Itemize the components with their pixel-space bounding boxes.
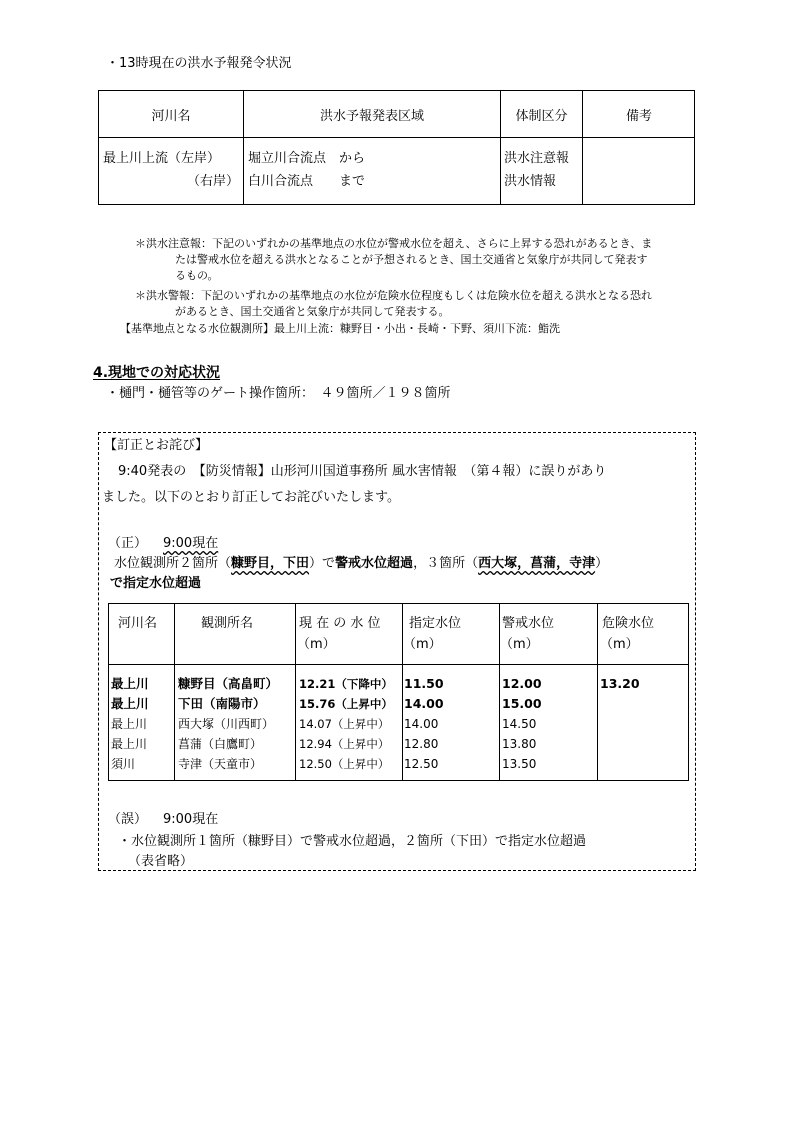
correct-line1-end: ） xyxy=(595,556,609,571)
table-cell xyxy=(600,754,640,774)
table-cell: 須川 xyxy=(111,757,136,771)
note-warning-1: ＊洪水警報：下記のいずれかの基準地点の水位が危険水位程度もしくは危険水位を超える洪水となる恐れ xyxy=(135,289,652,302)
correction-text-2: ました。以下のとおり訂正してお詫びいたします。 xyxy=(102,490,400,505)
correct-line1-warn: 警戒水位超過 xyxy=(335,556,414,571)
table-cell: 12.50（上昇中） xyxy=(299,757,390,771)
table-cell: 寺津（天童市） xyxy=(178,757,263,771)
correct-line1-places2: 西大塚，菖蒲，寺津 xyxy=(478,556,596,571)
wrong-time: 9:00現在 xyxy=(163,812,219,827)
table-cell: 14.00 xyxy=(404,696,444,711)
forecast-table xyxy=(98,90,695,205)
table-cell xyxy=(600,714,640,734)
th-danger: 危険水位 xyxy=(602,616,655,631)
table-cell: 15.76（上昇中） xyxy=(299,697,393,711)
wrong-omitted: （表省略） xyxy=(128,854,194,869)
table-cell xyxy=(600,694,640,714)
th-warning: 警戒水位 xyxy=(502,616,555,631)
correction-title: 【訂正とお詫び】 xyxy=(104,438,209,453)
table-cell: 最上川 xyxy=(111,737,148,751)
note-advisory-1: ＊洪水注意報：下記のいずれかの基準地点の水位が警戒水位を超え、さらに上昇する恐れがあるとき、ま xyxy=(135,237,653,250)
table-cell: 13.50 xyxy=(502,757,537,771)
area-from: 堀立川合流点 から xyxy=(248,151,366,166)
table-cell: 14.00 xyxy=(404,717,439,731)
col-river xyxy=(111,674,149,774)
table-cell: 14.07（上昇中） xyxy=(299,717,390,731)
th-warning-unit: （m） xyxy=(500,637,539,652)
river-name-left: 最上川上流（左岸） xyxy=(103,151,221,166)
table-cell: 12.00 xyxy=(502,676,542,691)
th-current: 現 在 の 水 位 xyxy=(299,616,381,631)
correct-line-2: で指定水位超過 xyxy=(110,576,202,591)
table-cell: 糠野目（高畠町） xyxy=(178,676,279,691)
table-cell: 12.50 xyxy=(404,757,439,771)
th-station: 観測所名 xyxy=(201,616,254,631)
gate-operations: ・樋門・樋管等のゲート操作箇所： ４９箇所／１９８箇所 xyxy=(106,386,451,401)
header-river: 河川名 xyxy=(151,108,191,124)
area-to: 白川合流点 まで xyxy=(248,174,366,189)
table-cell: 12.80 xyxy=(404,737,439,751)
note-warning-2: があるとき、国土交通省と気象庁が共同して発表する。 xyxy=(175,305,450,318)
wrong-label: （誤） xyxy=(108,812,148,827)
correct-time: 9:00現在 xyxy=(163,536,219,551)
table-cell: 14.50 xyxy=(502,717,537,731)
wrong-line: ・水位観測所１箇所（糠野目）で警戒水位超過，２箇所（下田）で指定水位超過 xyxy=(118,834,587,849)
col-station xyxy=(178,674,278,774)
table-cell: 15.00 xyxy=(502,696,542,711)
table-cell: 最上川 xyxy=(111,696,149,711)
correct-line1-places1: 糠野目，下田 xyxy=(231,556,310,571)
correct-line1-pre: 水位観測所２箇所（ xyxy=(114,556,232,571)
table-cell: 13.20 xyxy=(600,676,640,691)
note-advisory-3: るもの。 xyxy=(175,269,219,282)
table-cell: 13.80 xyxy=(502,737,537,751)
correct-line-1 xyxy=(114,556,608,572)
th-river: 河川名 xyxy=(118,616,158,631)
status-advisory: 洪水注意報 xyxy=(504,151,570,166)
table-cell: 11.50 xyxy=(404,676,444,691)
water-level-table xyxy=(108,603,689,781)
col-warning xyxy=(502,674,542,774)
correct-label: （正） xyxy=(108,536,148,551)
th-designated-unit: （m） xyxy=(403,637,442,652)
note-advisory-2: たは警戒水位を超える洪水となることが予想されるとき、国土交通省と気象庁が共同して発表す xyxy=(175,253,648,266)
correction-text-1: 9:40発表の 【防災情報】山形河川国道事務所 風水害情報 （第４報）に誤りがあり xyxy=(118,464,607,479)
status-info: 洪水情報 xyxy=(504,174,557,189)
river-name-right: （右岸） xyxy=(186,174,239,189)
table-cell: 菖蒲（白鷹町） xyxy=(178,737,263,751)
table-cell: 12.94（上昇中） xyxy=(299,737,390,751)
forecast-heading: ・13時現在の洪水予報発令状況 xyxy=(106,56,292,71)
table-cell: 12.21（下降中） xyxy=(299,677,393,691)
header-area: 洪水予報発表区域 xyxy=(319,108,424,124)
table-cell: 下田（南陽市） xyxy=(178,696,266,711)
col-danger xyxy=(600,674,640,774)
col-designated xyxy=(404,674,444,774)
header-status: 体制区分 xyxy=(515,108,568,124)
th-danger-unit: （m） xyxy=(600,637,639,652)
table-cell xyxy=(600,734,640,754)
section4-title: 4.現地での対応状況 xyxy=(93,365,221,381)
th-current-unit: （m） xyxy=(297,637,336,652)
note-stations: 【基準地点となる水位観測所】最上川上流：糠野目・小出・長崎・下野、須川下流：鮨洗 xyxy=(120,322,560,335)
table-cell: 西大塚（川西町） xyxy=(178,717,275,731)
th-designated: 指定水位 xyxy=(409,616,462,631)
table-cell: 最上川 xyxy=(111,717,148,731)
correct-line1-mid2: ，３箇所（ xyxy=(413,556,479,571)
table-cell: 最上川 xyxy=(111,676,149,691)
col-current xyxy=(299,674,393,774)
correct-line1-mid1: ）で xyxy=(309,556,336,571)
header-remarks: 備考 xyxy=(625,108,652,124)
